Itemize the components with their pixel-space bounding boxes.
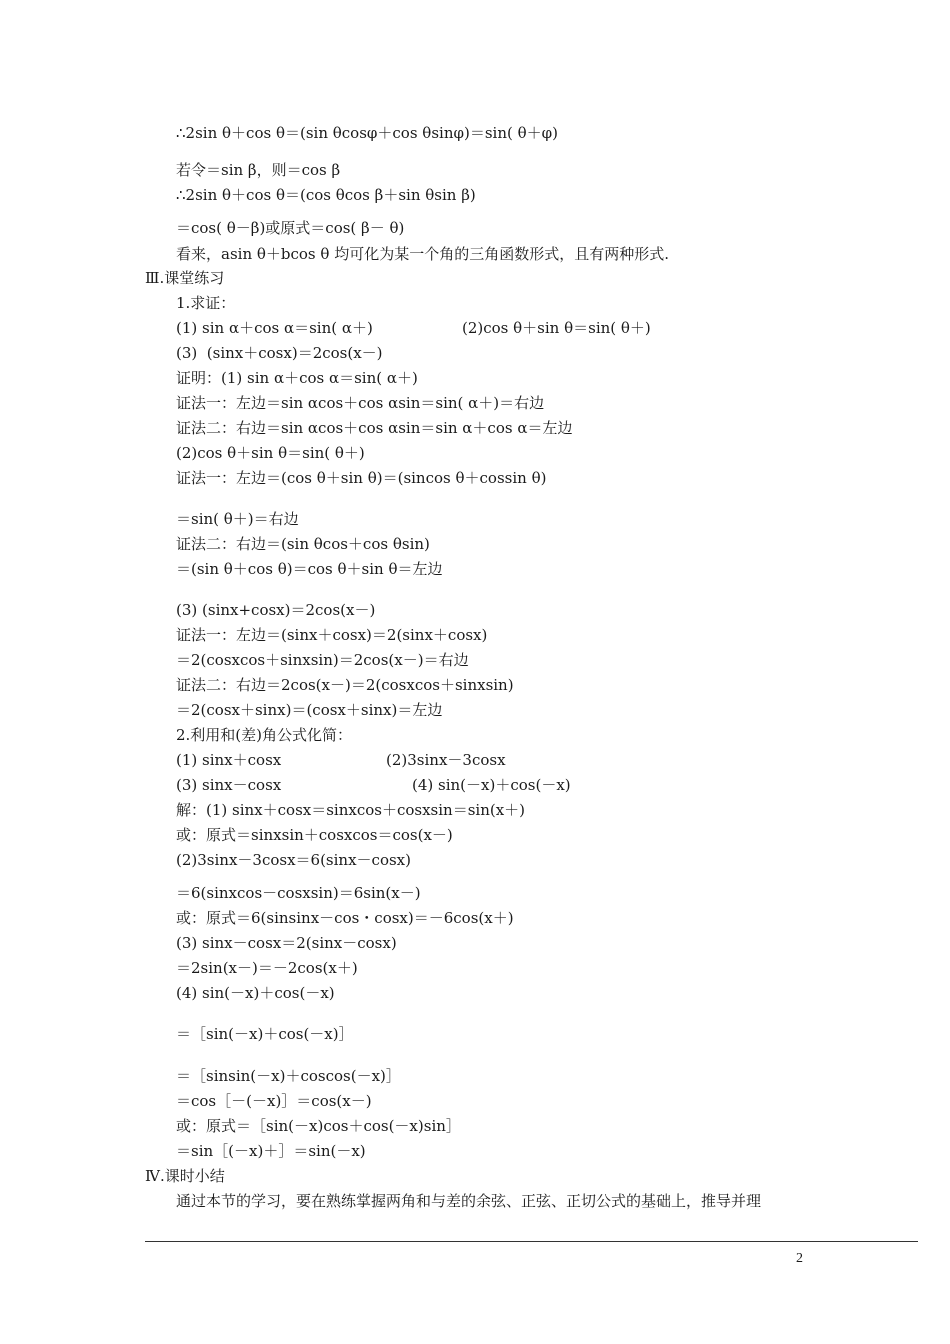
text-line: ＝6(sinxcos－cosxsin)＝6sin(x－)	[176, 884, 421, 902]
text-line: ∴2sin θ＋cos θ＝(cos θcos β＋sin θsin β)	[176, 186, 476, 204]
text-line: (1) sinx＋cosx	[176, 751, 282, 769]
text-line: 若令＝sin β，则＝cos β	[176, 161, 341, 179]
text-line: (2)3sinx－3cosx	[386, 751, 506, 769]
section-heading: Ⅳ.课时小结	[145, 1167, 225, 1185]
text-line: 证明：(1) sin α＋cos α＝sin( α＋)	[176, 369, 418, 387]
text-line: ＝［sin(－x)＋cos(－x)］	[176, 1025, 354, 1043]
text-line: 通过本节的学习，要在熟练掌握两角和与差的余弦、正弦、正切公式的基础上，推导并理	[176, 1192, 762, 1210]
text-line: 解：(1) sinx＋cosx＝sinxcos＋cosxsin＝sin(x＋)	[176, 801, 526, 819]
text-line: 证法一：左边＝(sinx＋cosx)＝2(sinx＋cosx)	[176, 626, 488, 644]
text-line: 或：原式＝［sin(－x)cos＋cos(－x)sin］	[176, 1117, 461, 1135]
text-line: (4) sin(－x)＋cos(－x)	[412, 776, 571, 794]
text-line: ＝sin［(－x)＋］＝sin(－x)	[176, 1142, 366, 1160]
text-line: (2)cos θ＋sin θ＝sin( θ＋)	[176, 444, 365, 462]
text-line: ＝［sinsin(－x)＋coscos(－x)］	[176, 1067, 401, 1085]
section-heading: Ⅲ.课堂练习	[145, 269, 225, 287]
text-line: ＝2(cosxcos＋sinxsin)＝2cos(x－)＝右边	[176, 651, 469, 669]
text-line: ＝cos( θ－β)或原式＝cos( β－ θ)	[176, 219, 405, 237]
text-line: (3) (sinx+cosx)＝2cos(x－)	[176, 601, 376, 619]
text-line: (3) sinx－cosx＝2(sinx－cosx)	[176, 934, 397, 952]
text-line: ∴2sin θ＋cos θ＝(sin θcosφ＋cos θsinφ)＝sin( θ＋φ)	[176, 124, 559, 142]
text-line: 2.利用和(差)角公式化简：	[176, 726, 353, 744]
footer-rule	[145, 1241, 918, 1242]
text-line: (4) sin(－x)＋cos(－x)	[176, 984, 335, 1002]
text-line: 或：原式＝6(sinsinx－cos・cosx)＝－6cos(x＋)	[176, 909, 514, 927]
text-line: ＝(sin θ＋cos θ)＝cos θ＋sin θ＝左边	[176, 560, 443, 578]
text-line: 证法二：右边＝(sin θcos＋cos θsin)	[176, 535, 430, 553]
text-line: ＝2(cosx＋sinx)＝(cosx＋sinx)＝左边	[176, 701, 443, 719]
text-line: 1.求证：	[176, 294, 236, 312]
text-line: 证法一：左边＝sin αcos＋cos αsin＝sin( α＋)＝右边	[176, 394, 545, 412]
page-number: 2	[796, 1251, 803, 1266]
text-line: (3) sinx－cosx	[176, 776, 282, 794]
text-line: ＝cos［－(－x)］＝cos(x－)	[176, 1092, 372, 1110]
text-line: 证法二：右边＝2cos(x－)＝2(cosxcos＋sinxsin)	[176, 676, 514, 694]
text-line: 看来，asin θ＋bcos θ 均可化为某一个角的三角函数形式，且有两种形式.	[176, 245, 669, 263]
text-line: (3) (sinx＋cosx)＝2cos(x－)	[176, 344, 383, 362]
text-line: ＝2sin(x－)＝－2cos(x＋)	[176, 959, 358, 977]
text-line: 或：原式＝sinxsin＋cosxcos＝cos(x－)	[176, 826, 453, 844]
text-line: ＝sin( θ＋)＝右边	[176, 510, 299, 528]
text-line: (2)cos θ＋sin θ＝sin( θ＋)	[462, 319, 651, 337]
text-line: 证法二：右边＝sin αcos＋cos αsin＝sin α＋cos α＝左边	[176, 419, 573, 437]
text-line: (2)3sinx－3cosx＝6(sinx－cosx)	[176, 851, 411, 869]
text-line: 证法一：左边＝(cos θ＋sin θ)＝(sincos θ＋cossin θ)	[176, 469, 547, 487]
text-line: (1) sin α＋cos α＝sin( α＋)	[176, 319, 373, 337]
